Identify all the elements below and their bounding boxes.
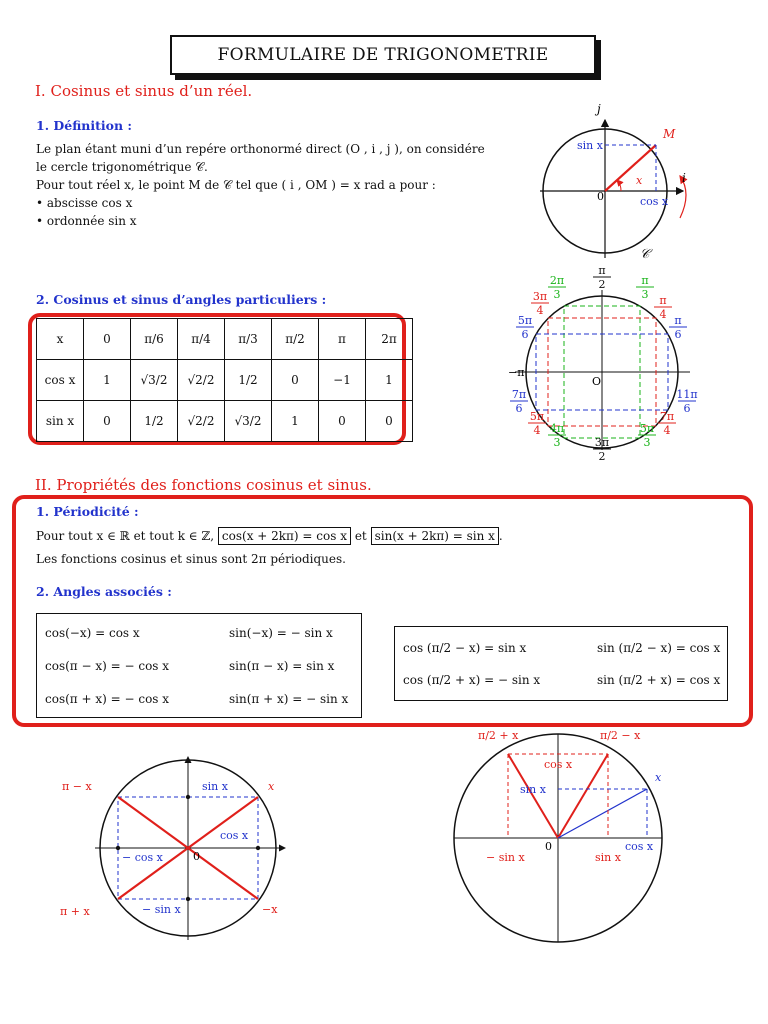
associated-formula: cos (π/2 + x) = − sin x — [403, 673, 541, 687]
trig-circle-figure — [520, 98, 700, 268]
table-cell: 1 — [366, 360, 413, 401]
cos-label-top: cos x — [544, 758, 573, 771]
sin-label: sin x — [202, 780, 228, 793]
def-bullet-ordonnee: • ordonnée sin x — [36, 214, 137, 228]
table-cell: √3/2 — [131, 360, 178, 401]
table-cell: √3/2 — [225, 401, 272, 442]
definition-text — [36, 140, 526, 230]
minus-cos-label: − cos x — [122, 851, 163, 864]
x-label: x — [268, 780, 275, 793]
minus-sin-label: − sin x — [142, 903, 181, 916]
periodicity-note: Les fonctions cosinus et sinus sont 2π périodiques. — [36, 552, 346, 566]
def-line1a: Le plan étant muni d’un repére orthonormé direct — [36, 142, 342, 156]
angle-label-p5pi6-den: 6 — [521, 328, 529, 341]
section-1-heading: I. Cosinus et sinus d’un réel. — [35, 82, 253, 100]
associated-formula: cos(−x) = cos x — [45, 626, 140, 640]
section-2-heading: II. Propriétés des fonctions cosinus et sinus. — [35, 476, 372, 494]
j-vector-label: j — [597, 102, 601, 116]
table-cell: 0 — [319, 401, 366, 442]
origin-label: 0 — [193, 850, 200, 863]
radius-om — [605, 145, 656, 191]
angle-label-p2pi3-den: 3 — [553, 288, 561, 301]
angle-label-pi6-num: π — [674, 314, 682, 327]
table-cell: 0 — [366, 401, 413, 442]
definition-heading: 1. Définition : — [36, 118, 133, 133]
table-cell: π/2 — [272, 319, 319, 360]
angle-label-pi3-den: 3 — [641, 288, 649, 301]
angle-label-pi2-den: 2 — [598, 278, 606, 291]
angle-label-p5pi6-num: 5π — [517, 314, 533, 327]
particular-angles-heading: 2. Cosinus et sinus d’angles particuliers : — [36, 292, 327, 307]
angle-label-p5pi4-den: 4 — [533, 424, 541, 437]
table-cell: 1 — [272, 401, 319, 442]
angle-label-p7pi6-num: 7π — [511, 388, 527, 401]
angle-label-p4pi3-num: 4π — [549, 422, 565, 435]
angle-label-pi2-num: π — [598, 264, 606, 277]
table-cell: 0 — [84, 401, 131, 442]
angle-arc — [617, 180, 621, 191]
angle-label-p3pi4-den: 4 — [536, 304, 544, 317]
table-cell: 0 — [272, 360, 319, 401]
periodicity-heading: 1. Périodicité : — [36, 504, 139, 519]
table-cell: π — [319, 319, 366, 360]
angle-label-p3pi2-den: 2 — [598, 450, 606, 463]
associated-formula: cos(π − x) = − cos x — [45, 659, 170, 673]
table-cell: cos x — [37, 360, 84, 401]
origin-label: 0 — [545, 840, 552, 853]
table-cell: π/6 — [131, 319, 178, 360]
angle-label-pi6-den: 6 — [674, 328, 682, 341]
angle-label-p5pi3-num: 5π — [639, 422, 655, 435]
table-cell: 1 — [84, 360, 131, 401]
associated-angles-figure-2 — [450, 725, 680, 945]
point-m-label: M — [663, 127, 676, 141]
associated-heading: 2. Angles associés : — [36, 584, 172, 599]
table-row — [37, 319, 413, 360]
table-cell: 1/2 — [131, 401, 178, 442]
table-cell: 0 — [84, 319, 131, 360]
pi-plus-x-label: π + x — [60, 905, 90, 918]
def-line1b: (O , i , j ), on considére — [345, 142, 485, 156]
angle-x-label: x — [636, 174, 643, 187]
periodicity-connector: et — [354, 529, 367, 543]
table-cell: −1 — [319, 360, 366, 401]
periodicity-line — [36, 527, 503, 545]
def-bullet-abscisse: • abscisse cos x — [36, 196, 133, 210]
associated-formula: cos (π/2 − x) = sin x — [403, 641, 527, 655]
pi-minus-x-label: π − x — [62, 780, 92, 793]
angle-label-p2pi3-num: 2π — [549, 274, 565, 287]
minus-sin-label: − sin x — [486, 851, 525, 864]
origin-label: 0 — [597, 190, 604, 203]
angle-label-p3pi2-num: 3π — [594, 436, 610, 449]
angle-label-p11pi6-den: 6 — [683, 402, 691, 415]
periodicity-sin-formula: sin(x + 2kπ) = sin x — [371, 527, 499, 545]
table-cell: sin x — [37, 401, 84, 442]
cos-label: cos x — [220, 829, 249, 842]
half-pi-minus-x-label: π/2 − x — [600, 729, 641, 742]
angle-label-p11pi6-num: 11π — [676, 388, 698, 401]
associated-right-box — [394, 626, 728, 701]
cos-label: cos x — [640, 195, 669, 208]
angle-label-p5pi4-num: 5π — [529, 410, 545, 423]
cos-label-right: cos x — [625, 840, 654, 853]
periodicity-intro: Pour tout x ∈ ℝ et tout k ∈ ℤ, — [36, 529, 215, 543]
angle-label-pi3-num: π — [641, 274, 649, 287]
associated-formula: cos(π + x) = − cos x — [45, 692, 170, 706]
def-line3b: ( i , OM ) = x rad a pour : — [281, 178, 436, 192]
sin-label: sin x — [577, 139, 603, 152]
particular-angles-figure — [495, 260, 710, 470]
table-row — [37, 360, 413, 401]
angle-label-pi4-den: 4 — [659, 308, 667, 321]
angle-label-pi4-num: π — [659, 294, 667, 307]
angle-label-p4pi3-den: 3 — [553, 436, 561, 449]
i-vector-label: i — [682, 171, 686, 185]
def-line2: le cercle trigonométrique 𝒞. — [36, 160, 208, 174]
half-pi-plus-x-label: π/2 + x — [478, 729, 519, 742]
table-cell: π/3 — [225, 319, 272, 360]
values-table — [36, 318, 413, 442]
def-line3a: Pour tout réel x, le point M de 𝒞 tel que — [36, 178, 278, 192]
circle-c-label: 𝒞 — [640, 247, 650, 262]
periodicity-trailing: . — [498, 529, 503, 543]
sin-label-left: sin x — [520, 783, 546, 796]
angle-label-p7pi4-den: 4 — [663, 424, 671, 437]
associated-angles-figure-1 — [40, 755, 300, 945]
associated-left-box — [36, 613, 362, 718]
table-cell: √2/2 — [178, 401, 225, 442]
associated-formula: sin(π + x) = − sin x — [229, 692, 349, 706]
table-cell: π/4 — [178, 319, 225, 360]
angle-label-p7pi4-num: 7π — [659, 410, 675, 423]
angle-label-p5pi3-den: 3 — [643, 436, 651, 449]
x-label: x — [655, 771, 662, 784]
minus-x-label: −x — [262, 903, 278, 916]
table-cell: x — [37, 319, 84, 360]
angle-label-p7pi6-den: 6 — [515, 402, 523, 415]
associated-formula: sin (π/2 − x) = cos x — [597, 641, 721, 655]
table-cell: 1/2 — [225, 360, 272, 401]
associated-formula: sin(−x) = − sin x — [229, 626, 333, 640]
angle-label-p3pi4-num: 3π — [532, 290, 548, 303]
associated-formula: sin (π/2 + x) = cos x — [597, 673, 721, 687]
page-title: FORMULAIRE DE TRIGONOMETRIE — [170, 35, 596, 75]
periodicity-cos-formula: cos(x + 2kπ) = cos x — [218, 527, 351, 545]
origin-label: O — [592, 375, 602, 388]
associated-formula: sin(π − x) = sin x — [229, 659, 335, 673]
table-cell: 2π — [366, 319, 413, 360]
table-row — [37, 401, 413, 442]
sin-label-bottom: sin x — [595, 851, 621, 864]
radius-x — [558, 789, 647, 838]
table-cell: √2/2 — [178, 360, 225, 401]
minus-pi-label: −π — [508, 366, 525, 379]
